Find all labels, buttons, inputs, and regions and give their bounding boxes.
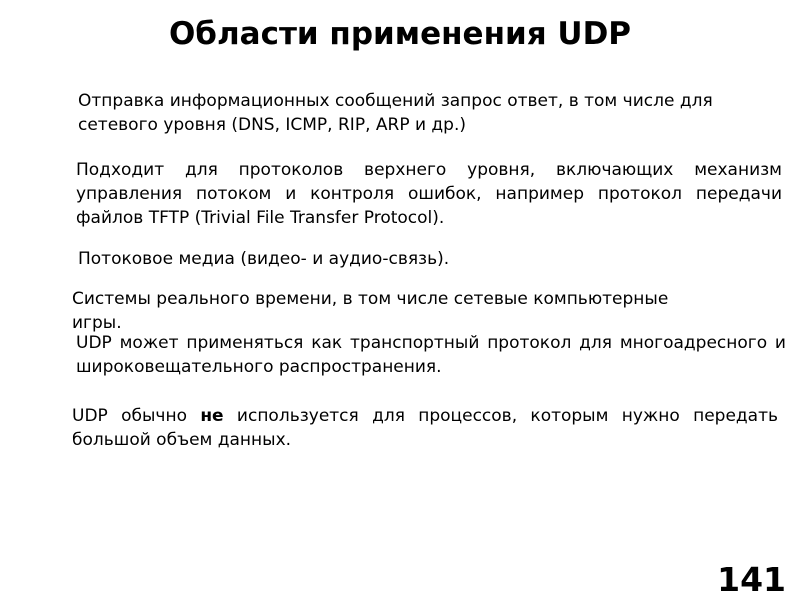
paragraph-realtime-systems: Системы реального времени, в том числе сетевые компьютерные игры. (72, 289, 669, 333)
paragraph-multicast-broadcast: UDP может применяться как транспортный протокол для многоадресного и широковещательного распространения. (76, 333, 786, 377)
slide-title: Области применения UDP (168, 16, 632, 52)
paragraph-not-for-large-data (42, 404, 778, 452)
paragraph-info-messages: Отправка информационных сообщений запрос ответ, в том числе для сетевого уровня (DNS, ICMP, RIP, ARP и др.) (78, 91, 713, 135)
emphasis-word-not: не (200, 406, 224, 426)
paragraph-text-start: UDP обычно (72, 406, 201, 426)
paragraph-streaming-media: Потоковое медиа (видео- и аудио-связь). (78, 249, 450, 269)
page-number: 141 (717, 560, 786, 599)
paragraph-upper-layer-protocols: Подходит для протоколов верхнего уровня, включающих механизм управления потоком и контроля ошибок, например протокол передачи файлов TFTP (Trivial File Transfer Protocol). (76, 160, 782, 228)
paragraph-text-end: используется для процессов, которым нужно передать большой объем данных. (72, 406, 779, 450)
